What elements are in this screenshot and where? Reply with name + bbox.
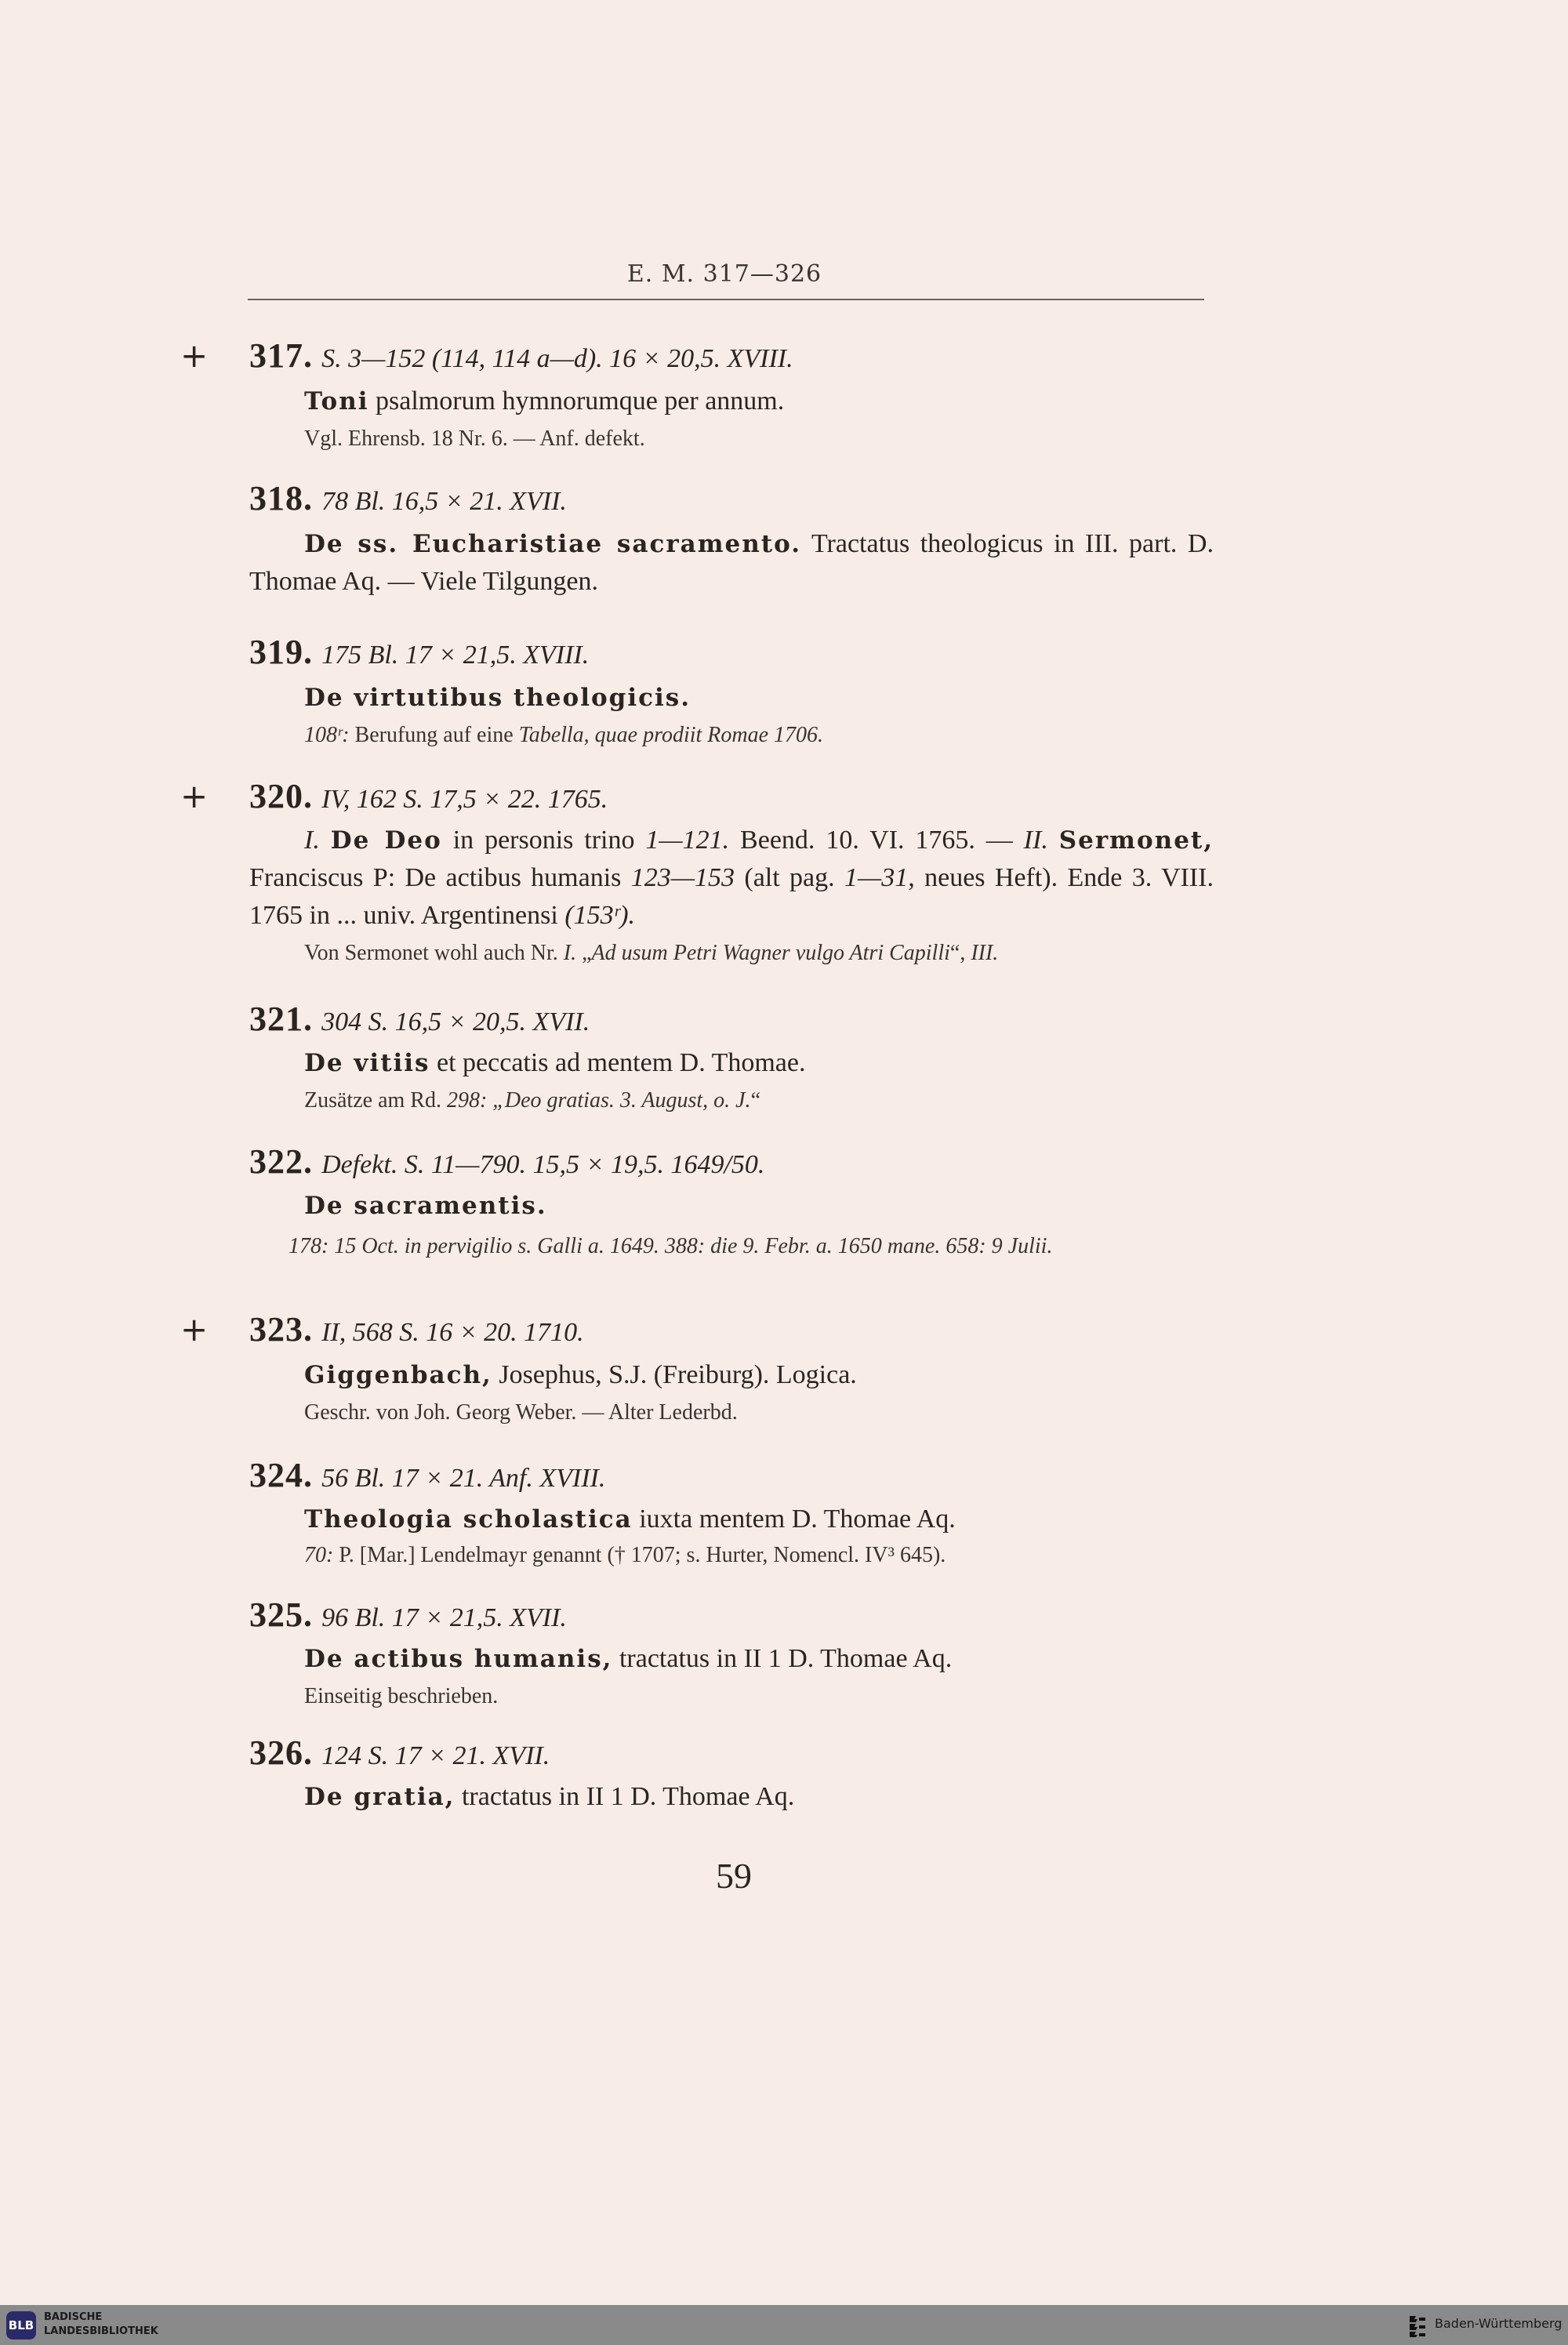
entry-title: [249, 1187, 1214, 1225]
entry-note: Geschr. von Joh. Georg Weber. — Alter Lederbd.: [304, 1400, 738, 1425]
blb-logo[interactable]: BLB: [6, 2311, 36, 2340]
entry-meta: S. 3—152 (114, 114 a—d). 16 × 20,5. XVIII.: [321, 344, 793, 373]
entry-number: 318.: [249, 479, 313, 517]
viewer-footer-bar: [0, 2305, 1568, 2345]
entry-note: Vgl. Ehrensb. 18 Nr. 6. — Anf. defekt.: [304, 427, 645, 451]
entry-title-bold: Theologia scholastica: [304, 1505, 633, 1534]
entry-meta: Defekt. S. 11—790. 15,5 × 19,5. 1649/50.: [321, 1150, 765, 1179]
entry-title-bold: De vitiis: [304, 1049, 430, 1077]
entry-meta: 96 Bl. 17 × 21,5. XVII.: [321, 1603, 567, 1632]
entry-note: Von Sermonet wohl auch Nr. I. „Ad usum Petri Wagner vulgo Atri Capilli“, III.: [304, 941, 999, 965]
entry-number: 317.: [249, 336, 313, 375]
entry-description: I. De Deo in personis trino 1—121. Beend. 10. VI. 1765. — II. Sermonet, Franciscus P: De actibus humanis 123—153 (alt pag. 1—31, neues Heft). Ende 3. VIII. 1765 in ... univ. Argentinensi (153ʳ).: [249, 826, 1214, 930]
blb-name: BADISCHE LANDESBIBLIOTHEK: [44, 2311, 158, 2337]
entry-number: 324.: [249, 1456, 313, 1494]
entry-title: Toni psalmorum hymnorumque per annum.: [304, 387, 785, 416]
entry-title-bold: De sacramentis.: [304, 1192, 547, 1220]
entry-title: Giggenbach, Josephus, S.J. (Freiburg). Logica.: [304, 1360, 857, 1389]
entry-meta: 304 S. 16,5 × 20,5. XVII.: [321, 1007, 590, 1036]
entry-title: [249, 679, 1214, 717]
entry-meta: IV, 162 S. 17,5 × 22. 1765.: [321, 785, 608, 814]
entry-number: 320.: [249, 777, 313, 815]
entry-title-bold: De virtutibus theologicis.: [304, 684, 691, 712]
entry-meta: 56 Bl. 17 × 21. Anf. XVIII.: [321, 1464, 606, 1493]
entry-meta: II, 568 S. 16 × 20. 1710.: [321, 1318, 584, 1347]
entry-title: De gratia, tractatus in II 1 D. Thomae Aq.: [304, 1782, 795, 1811]
entry-title: Theologia scholastica iuxta mentem D. Thomae Aq.: [304, 1505, 956, 1534]
entry-title-bold: Toni: [304, 387, 369, 416]
plus-mark: +: [180, 1310, 209, 1349]
entry-title-bold: De gratia,: [304, 1783, 456, 1811]
entry-meta: 124 S. 17 × 21. XVII.: [321, 1741, 550, 1770]
baden-wuerttemberg-label[interactable]: Baden-Württemberg: [1435, 2316, 1563, 2331]
entry-note: 178: 15 Oct. in pervigilio s. Galli a. 1649. 388: die 9. Febr. a. 1650 mane. 658: 9 Julii.: [289, 1234, 1053, 1258]
entry-number: 326.: [249, 1733, 313, 1772]
header-rule: [248, 299, 1204, 300]
running-header: E. M. 317—326: [626, 260, 822, 288]
page-number: 59: [716, 1856, 752, 1896]
entry-note: 70: P. [Mar.] Lendelmayr genannt († 1707; s. Hurter, Nomencl. IV³ 645).: [304, 1543, 946, 1567]
plus-mark: +: [180, 336, 209, 375]
entry-title: De ss. Eucharistiae sacramento. Tractatus theologicus in III. part. D. Thomae Aq. — Viele Tilgungen.: [249, 529, 1214, 596]
entry-note: 108ʳ: Berufung auf eine Tabella, quae prodiit Romae 1706.: [304, 723, 824, 747]
entry-number: 321.: [249, 1000, 313, 1038]
plus-mark: +: [180, 777, 209, 815]
baden-wuerttemberg-lions-icon: [1406, 2313, 1428, 2338]
entry-meta: 175 Bl. 17 × 21,5. XVIII.: [321, 641, 590, 670]
entry-title-bold: Giggenbach,: [304, 1361, 492, 1389]
entry-title-bold: De actibus humanis,: [304, 1645, 613, 1673]
entry-number: 319.: [249, 633, 313, 671]
entry-number: 323.: [249, 1310, 313, 1349]
entry-number: 325.: [249, 1595, 313, 1634]
entry-note: Einseitig beschrieben.: [304, 1684, 499, 1708]
entry-title-bold: De ss. Eucharistiae sacramento.: [304, 530, 802, 558]
entry-note: Zusätze am Rd. 298: „Deo gratias. 3. August, o. J.“: [304, 1088, 760, 1113]
entry-meta: 78 Bl. 16,5 × 21. XVII.: [321, 487, 567, 516]
entry-title: De actibus humanis, tractatus in II 1 D. Thomae Aq.: [304, 1644, 953, 1673]
entry-number: 322.: [249, 1142, 313, 1181]
entry-title: De vitiis et peccatis ad mentem D. Thomae.: [304, 1048, 806, 1077]
